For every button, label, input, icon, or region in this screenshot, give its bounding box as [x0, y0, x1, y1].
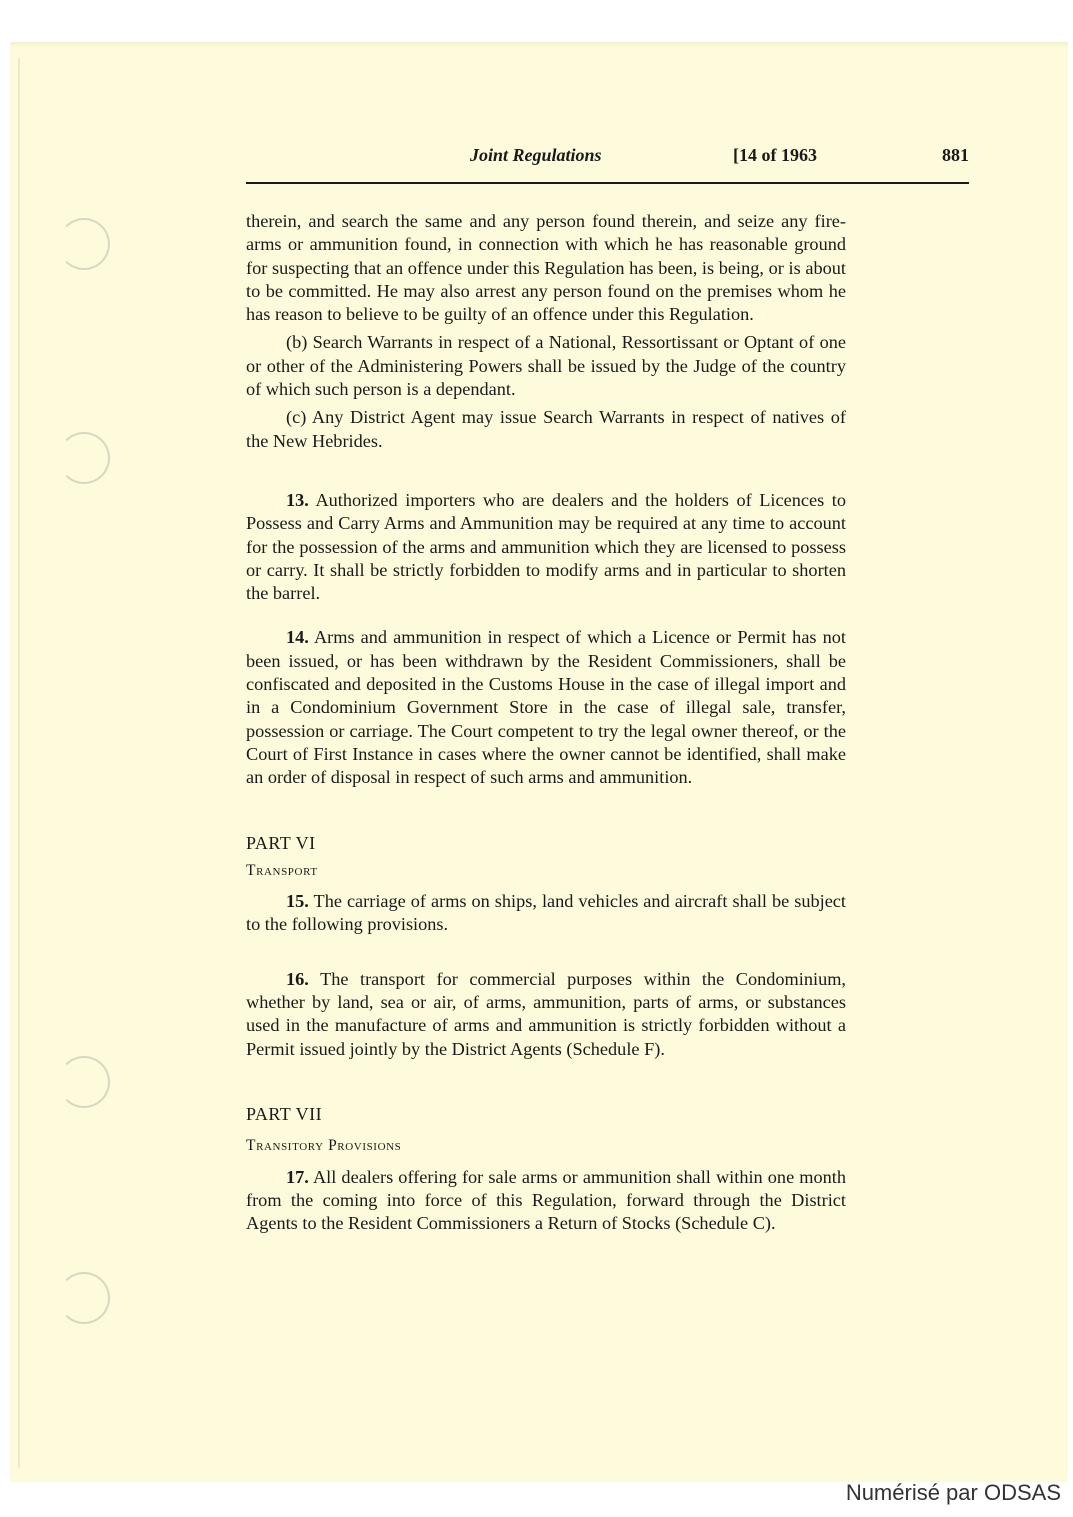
section-number: 16.	[286, 968, 309, 989]
section-16	[246, 968, 846, 1061]
page-body	[246, 210, 846, 1235]
section-text: All dealers offering for sale arms or ammunition shall within one month from the coming into force of this Regulation, forward through the District Agents to the Resident Commissioners a Return of Stocks (Schedule C).	[246, 1166, 847, 1234]
section-number: 15.	[286, 891, 309, 912]
section-number: 17.	[286, 1166, 309, 1187]
section-13	[246, 489, 846, 605]
part-heading: PART VI	[246, 832, 316, 853]
section-text: The carriage of arms on ships, land vehicles and aircraft shall be subject to the following provisions.	[246, 891, 846, 935]
page-left-edge	[18, 58, 20, 1468]
section-15	[246, 890, 846, 937]
section-text: Authorized importers who are dealers and the holders of Licences to Possess and Carry Arms and Ammunition may be required at any time to account for the possession of the arms and ammunition which they are licensed to possess or carry. It shall be strictly forbidden to modify arms and in particular to shorten the barrel.	[246, 489, 847, 604]
subsection-c: (c) Any District Agent may issue Search Warrants in respect of natives of the New Hebrides.	[246, 407, 846, 451]
continued-paragraph: therein, and search the same and any person found therein, and seize any fire-arms or ammunition found, in connection with which he has reasonable ground for suspecting that an offence under this Regulation has been, is being, or is about to be committed. He may also arrest any person found on the premises whom he has reason to believe to be guilty of an offence under this Regulation.	[246, 211, 846, 325]
header-title: Joint Regulations	[470, 145, 602, 165]
part-subheading: Transport	[246, 861, 318, 879]
subsection-b: (b) Search Warrants in respect of a National, Ressortissant or Optant of one or other of the Administering Powers shall be issued by the Judge of the country of which such person is a dependant.	[246, 332, 846, 400]
section-number: 14.	[286, 627, 309, 648]
section-14	[246, 626, 846, 789]
binder-hole	[58, 1272, 110, 1324]
digitization-credit: Numérisé par ODSAS	[845, 1480, 1061, 1505]
page-number: 881	[942, 145, 969, 165]
part-subheading: Transitory Provisions	[246, 1137, 402, 1155]
section-text: Arms and ammunition in respect of which a Licence or Permit has not been issued, or has been withdrawn by the Resident Commissioners, shall be confiscated and deposited in the Customs House in the case of illegal import and in a Condominium Government Store in the case of illegal sale, transfer, possession or carriage. The Court competent to try the legal owner thereof, or the Court of First Instance in cases where the owner cannot be identified, shall make an order of disposal in respect of such arms and ammunition.	[246, 627, 846, 788]
section-number: 13.	[286, 489, 309, 510]
header-reference: [14 of 1963	[733, 145, 817, 165]
section-17	[246, 1166, 846, 1236]
binder-hole	[58, 218, 110, 270]
section-text: The transport for commercial purposes within the Condominium, whether by land, sea or air, of arms, ammunition, parts of arms, or substances used in the manufacture of arms and ammunition is strictly forbidden without a Permit issued jointly by the District Agents (Schedule F).	[246, 968, 846, 1059]
running-header	[246, 142, 969, 184]
binder-hole	[58, 432, 110, 484]
binder-hole	[58, 1056, 110, 1108]
part-heading: PART VII	[246, 1103, 323, 1124]
page-top-edge	[10, 42, 1068, 48]
